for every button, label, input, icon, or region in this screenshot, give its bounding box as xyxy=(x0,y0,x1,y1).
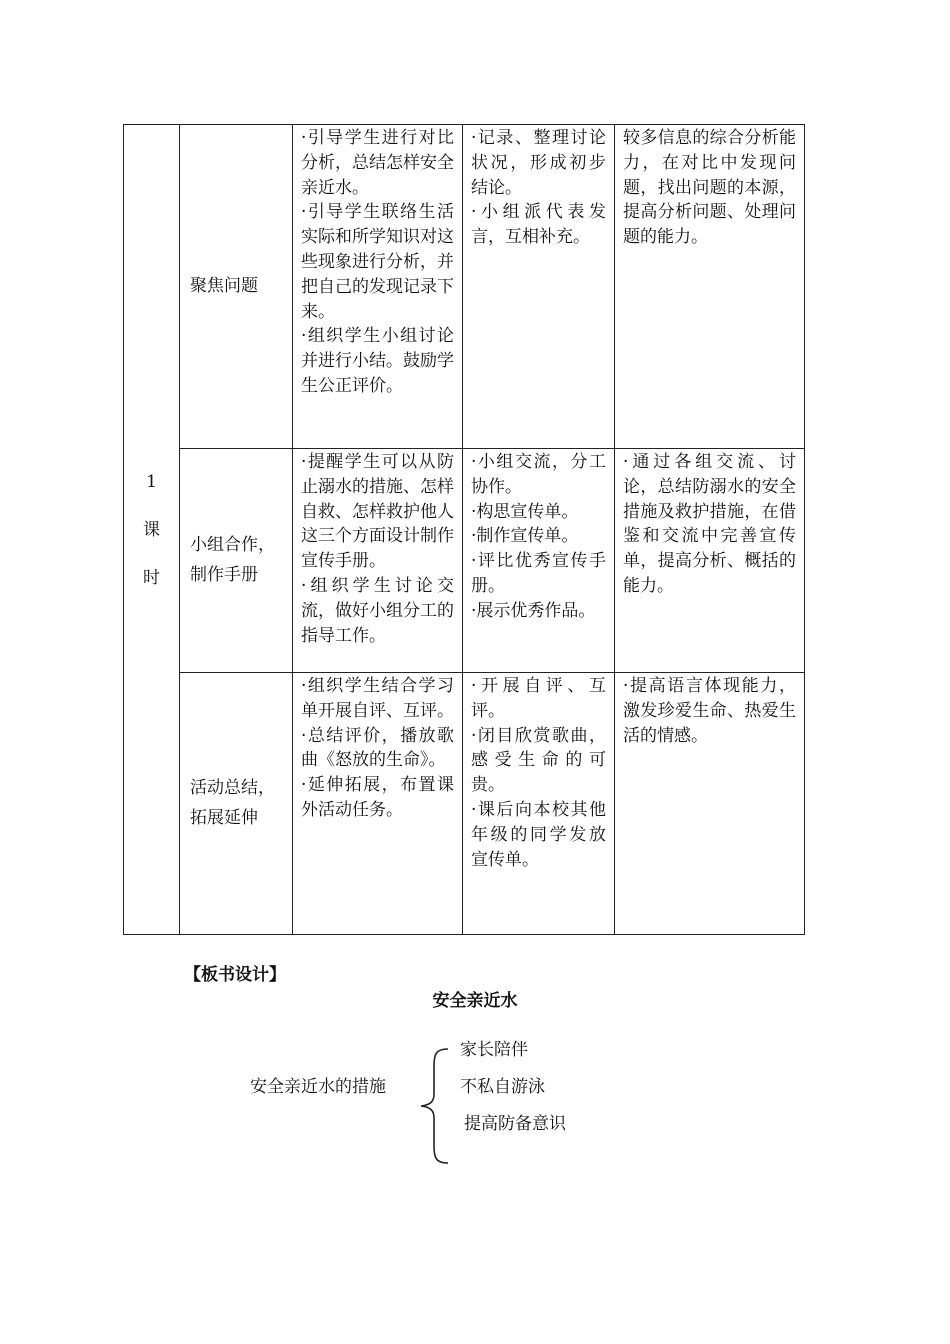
stage-label: 制作手册 xyxy=(190,565,258,585)
design-intent-cell xyxy=(615,449,805,673)
student-activity-cell xyxy=(463,125,615,449)
student-activity-item: ·课后向本校其他年级的同学发放宣传单。 xyxy=(471,799,606,870)
teacher-activity-item: ·引导学生联络生活实际和所学知识对这些现象进行分析，并把自己的发现记录下来。 xyxy=(301,202,454,322)
stage-cell xyxy=(180,449,293,673)
table-row-summary xyxy=(124,673,805,935)
student-activity-cell xyxy=(463,449,615,673)
stage-cell xyxy=(180,673,293,935)
design-intent-text: 较多信息的综合分析能力，在对比中发现问题，找出问题的本源，提高分析问题、处理问题的能力。 xyxy=(623,128,796,248)
stage-label: 聚焦问题 xyxy=(190,276,258,296)
period-number: 1 xyxy=(146,471,157,492)
teacher-activity-item: ·引导学生进行对比分析，总结怎样安全亲近水。 xyxy=(301,128,454,198)
board-title: 安全亲近水 xyxy=(432,991,518,1011)
student-activity-item: ·评比优秀宣传手册。 xyxy=(471,551,606,596)
measure-item: 提高防备意识 xyxy=(464,1114,566,1134)
student-activity-item: ·闭目欣赏歌曲，感受生命的可贵。 xyxy=(471,725,606,796)
student-activity-item: ·小组派代表发言，互相补充。 xyxy=(471,202,606,248)
student-activity-item: ·制作宣传单。 xyxy=(471,526,579,547)
teacher-activity-item: ·组织学生小组讨论并进行小结。鼓励学生公正评价。 xyxy=(301,326,454,396)
student-activity-item: ·开展自评、互评。 xyxy=(471,676,606,721)
teacher-activity-item: ·延伸拓展，布置课外活动任务。 xyxy=(301,775,454,820)
table-row-focus xyxy=(124,125,805,449)
student-activity-cell xyxy=(463,673,615,935)
teacher-activity-item: ·组织学生讨论交流，做好小组分工的指导工作。 xyxy=(301,575,454,646)
design-intent-cell xyxy=(615,673,805,935)
measures-label: 安全亲近水的措施 xyxy=(250,1077,386,1097)
student-activity-item: ·记录、整理讨论状况，形成初步结论。 xyxy=(471,128,606,198)
teacher-activity-cell xyxy=(293,125,463,449)
stage-label: 小组合作， xyxy=(190,535,275,555)
teacher-activity-item: ·提醒学生可以从防止溺水的措施、怎样自救、怎样救护他人这三个方面设计制作宣传手册。 xyxy=(301,452,454,572)
teacher-activity-item: ·组织学生结合学习单开展自评、互评。 xyxy=(301,676,454,721)
student-activity-item: ·展示优秀作品。 xyxy=(471,600,596,621)
stage-label: 拓展延伸 xyxy=(190,808,258,828)
brace-icon xyxy=(414,1046,454,1166)
period-char-shi: 时 xyxy=(143,567,160,588)
teacher-activity-cell xyxy=(293,449,463,673)
period-char-ke: 课 xyxy=(143,519,160,540)
board-title-wrapper xyxy=(0,986,950,1011)
student-activity-item: ·构思宣传单。 xyxy=(471,501,579,522)
period-cell xyxy=(124,125,180,935)
table-row-cooperation xyxy=(124,449,805,673)
student-activity-item: ·小组交流，分工协作。 xyxy=(471,452,606,497)
board-design-heading: 【板书设计】 xyxy=(184,965,286,985)
teacher-activity-cell xyxy=(293,673,463,935)
design-intent-text: ·通过各组交流、讨论，总结防溺水的安全措施及救护措施，在借鉴和交流中完善宣传单，提高分析、概括的能力。 xyxy=(623,452,796,596)
lesson-plan-table xyxy=(123,124,805,935)
design-intent-cell xyxy=(615,125,805,449)
measure-item: 家长陪伴 xyxy=(460,1040,528,1060)
stage-label: 活动总结， xyxy=(190,778,275,798)
measure-item: 不私自游泳 xyxy=(460,1077,545,1097)
teacher-activity-item: ·总结评价，播放歌曲《怒放的生命》。 xyxy=(301,725,454,771)
stage-cell xyxy=(180,125,293,449)
design-intent-text: ·提高语言体现能力，激发珍爱生命、热爱生活的情感。 xyxy=(623,676,796,746)
